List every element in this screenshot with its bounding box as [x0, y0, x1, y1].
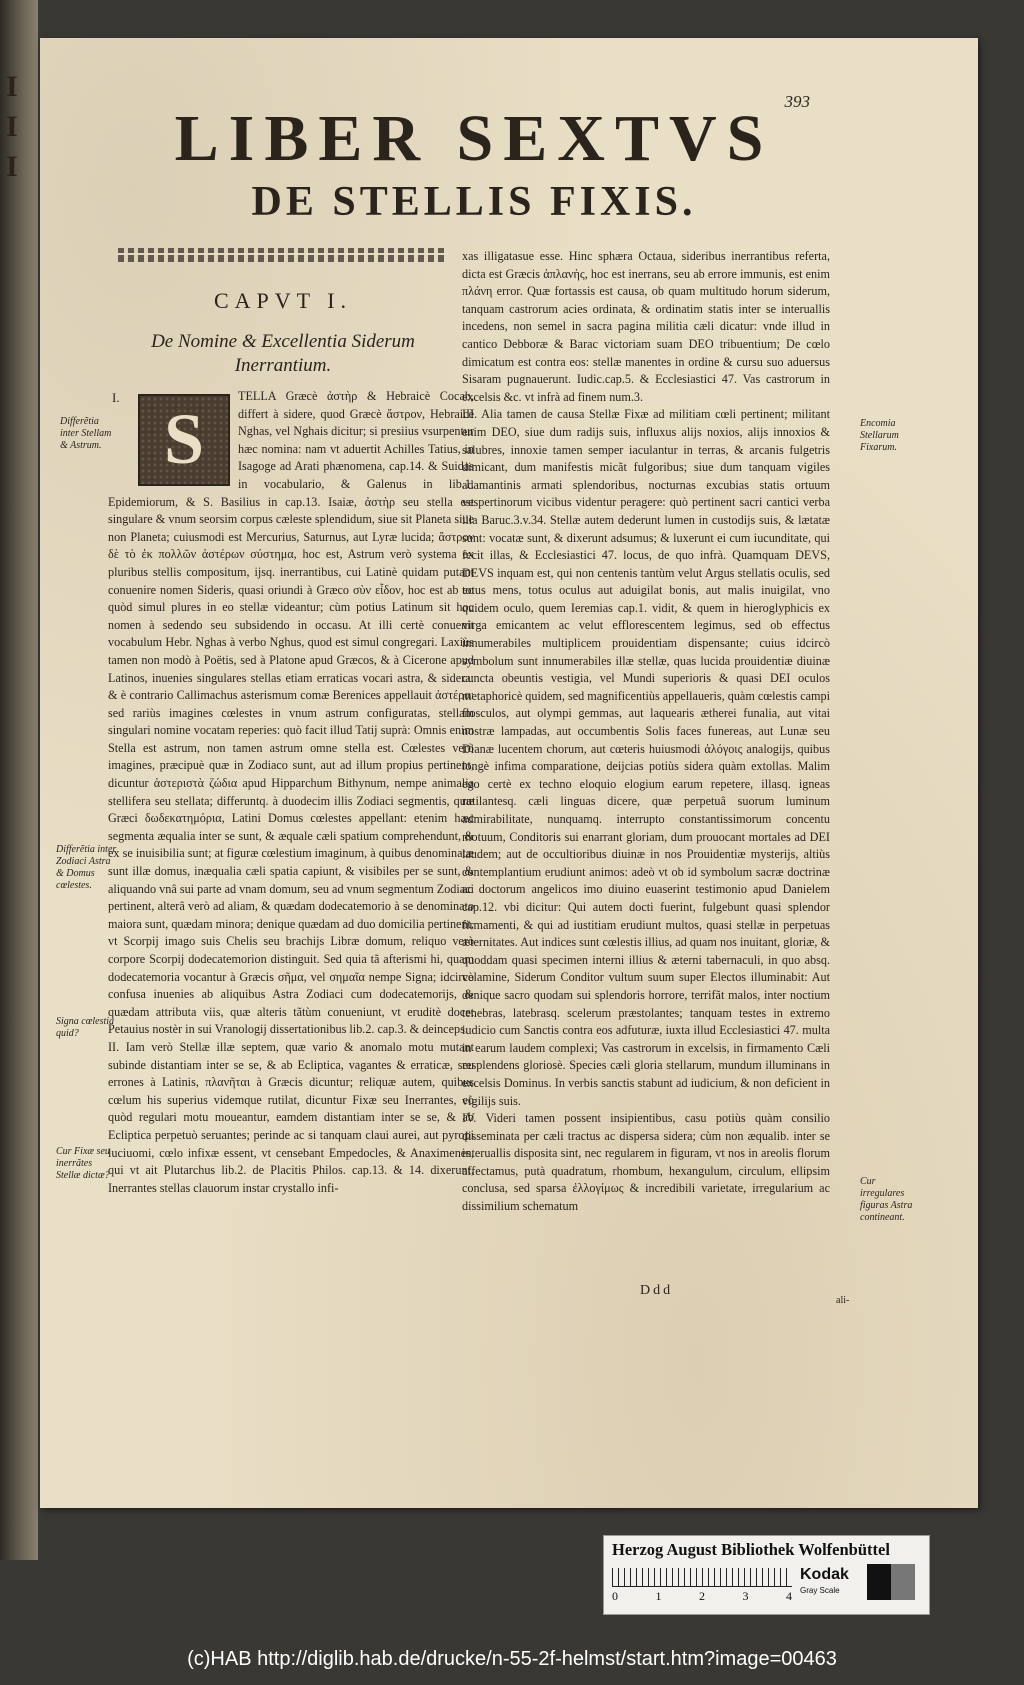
section-number: I. — [112, 390, 120, 405]
paragraph-i: TELLA Græcè ἀστὴρ & Hebraicè Cocab, differt à sidere, quod Græcè ἄστρον, Hebraicè Nghas, vel Nghais dicitur; si presiius vsurpentur hæc nomina: nam vt aduertit Achilles Tatius, in Isagoge ad Arati phænomena, cap.14. & Suidas in vocabulario, & Galenus in lib.1. Epidemiorum, & S. Basilius in cap.13. Isaiæ, ἀστὴρ seu stella est singulare & vnum seorsim corpus cæleste splendidum, siue sit Planeta siue non Planeta; cuiusmodi est Mercurius, Saturnus, aut Lyræ lucida; ἄστρον δὲ τὸ ἐκ πολλῶν ἀστέρων σύστημα, hoc est, Astrum verò systema ex pluribus stellis compositum, ijsq. inerrantibus, cui Latinè quidam putant conuenire nomen Sideris, quasi oriundi à Græco σὺν εἶδον, hoc est ab eo quòd simul plures in eo stellæ videantur; cùm potius Latinum sit hoc nomen à sedendo seu subsidendo in occasu. At illi certè conuenit vocabulum Hebr. Nghas à verbo Nghus, quod est simul congregari. Laxiùs tamen non modò à Poëtis, sed à Platone apud Græcos, & à Cicerone apud Latinos, inuenies singulares stellas etiam erraticas vocari astra, & sidera: & è contrario Callimachus asterismum comæ Berenices appellauit ἀστέρα: sed rariùs imagines cœlestes in vnum astrum configuratas, stellam singulari nomine vocatam reperies: quò facit illud Tatij suprà: Omnis enim Stella est astrum, non tamen astrum omne stella est. Cœlestes verò imagines, præcipuè quæ in Zodiaco sunt, aut ad illum propius pertinent, dicuntur ἀστεριστὰ ζώδια apud Hipparchum Bithynum, nempe animalia stellifera seu stellata; differuntq. à duodecim illis Zodiaci segmentis, quæ Græci δωδεκατημόρια, Latini Domus cœlestes appellant: etenim hæc segmenta æqualia inter se sunt, & æquale cæli spatium comprehendunt, & ex se inuisibilia sunt; at figuræ cœlestium imaginum, à quibus denominatæ sunt illæ domus, inæqualia cæli spatia capiunt, & visibiles per se sunt, & aliquando vnâ sui parte ad vnam domum, seu ad vnum segmentum Zodiaci pertinent, alterâ verò ad aliam, & quædam dodecatemorio à se denominato maiora sunt, quædam minora; denique quædam ad duo domicilia pertinent, vt Scorpij imago suis Chelis seu brachijs Libræ domum, reliquo verò corpore Scorpij dodecatemorion distinguit. Sed quia tã afterismi hi, quam dodecatemoria vocantur à Græcis σῆμα, vel σημαῖα nempe Signa; idcircò confusa inuenies ab aliquibus Astra Zodiaci cum dodecatemorijs, & quædam attributa viis, quæ alteris tãtùm conueniunt, vt eruditè docet Petauius nostèr in sui Vranologij dissertationibus lib.2. cap.3. & deinceps. — [108, 389, 474, 1037]
tick-label: 3 — [742, 1589, 749, 1603]
chapter-title-line: Inerrantium. — [234, 354, 332, 376]
kodak-logo: Kodak — [800, 1566, 849, 1583]
catchword: ali- — [836, 1295, 850, 1306]
book-page — [40, 38, 978, 1508]
tick-label: 1 — [655, 1589, 662, 1603]
margin-note: Differẽtia inter Stellam & Astrum. — [60, 416, 112, 451]
text-column-right — [462, 248, 830, 1216]
margin-note: Differẽtia inter Zodiaci Astra & Domus cœlestes. — [56, 844, 117, 891]
paragraph-continued: xas illigatasue esse. Hinc sphæra Octaua, sideribus inerrantibus referta, dicta est Græcis ἀπλανὴς, hoc est inerrans, seu ab errore immunis, est enim πλάνη error. Quæ fortassis est causa, ob quam multitudo horum siderum, tanquam castrorum acies ordinata, & ordinatim statis inter se interuallis incedens, non semel in sacra pagina militia cæli dicatur: vnde illud in cantico Debboræ & Barac victoriam suam DEO tribuentium; De cœlo dimicatum est contra eos: stellæ manentes in ordine & cursu suo aduersus Sisaram pugnauerunt. Iudic.cap.5. & Ecclesiastici 47. Vas castrorum in excelsis &c. vt infrà ad finem num.3. — [462, 249, 830, 404]
page-number: 393 — [784, 92, 810, 111]
gray-scale-label: Gray Scale — [800, 1586, 840, 1595]
margin-note: Signa cœlestia quid? — [56, 1016, 115, 1039]
tick-label: 2 — [699, 1589, 705, 1603]
paragraph-iii: III. Alia tamen de causa Stellæ Fixæ ad militiam cœli pertinent; militant enim DEO, siue dum radijs suis, influxus alijs noxios, alijs innoxios & salubres, innoxie tamen semper iaculantur in terras, & arcanis fulgetris dimicant, dum manifestis micãt fulgoribus; siue dum tanquam vigiles adamantinis armati splendoribus, nocturnas excubias statis ortuum vespertinorum vicibus videntur peragere: quò pertinent sacri cantici verba illa Baruc.3.v.34. Stellæ autem dederunt lumen in custodijs suis, & lætatæ sunt: vocatæ sunt, & dixerunt adsumus; & luxerunt ei cum iucunditate, qui fecit illas, & Ecclesiastici 47. locus, de quo infrà. Quamquam DEVS, DEVS inquam est, qui non centenis tantùm velut Argus stellatis oculis, sed totus mens, totus oculus aut aduigilat bonis, aut malis inuigilat, vno quidem oculo, quem Ieremias cap.1. vidit, & quem in hieroglyphicis ex virga emicantem ac velut efflorescentem legimus, sed ob effectus innumerabiles multiplicem prouidentiam dispensante; cuius idcircò symbolum sunt innumerabiles illæ stellæ, quas lucida prouidentiæ diuinæ cuncta obeuntis vestigia, vel Mundi superioris & quasi DEI oculos metaphoricè quidem, sed magnificentiùs appellaueris, quàm cœlestis campi flosculos, aut olympi gemmas, aut laquearis ætherei funalia, aut vitai nostræ lampadas, aut occumbentis Solis faces funereas, aut Lunæ seu Dianæ lucentem chorum, aut cœteris huiusmodi ἀλόγοις analogijs, quibus longè infima comparatione, deijcias potiùs sidera quàm extollas. Malim ego certè ex techno eloquio elogium earum repetere, illasq. igneas rutilantesq. cæli linguas dicere, quæ perpetuâ suorum luminum admirabilitate, nunquamq. interrupto constantissimorum concentu motuum, Conditoris sui enarrant gloriam, dum prouocant mortales ad DEI laudem; aut de occultioribus diuinæ in nos Prouidentiæ mysterijs, altiùs contemplantium erudiunt animos: adeò vt ob id symbolum sacræ doctrinæ ac doctorum angelicos imo diuino euaserint testimonio apud Danielem cap.12. vbi dicitur: Qui autem docti fuerint, fulgebunt quasi splendor firmamenti, & qui ad iustitiam erudiunt multos, quasi stellæ in perpetuas æternitates. Aut indices sunt cœlestis illius, ad quam nos inuitant, gloriæ, & quoddam quasi specimen interni illius & æterni tabernaculi, in quo absq. velamine, Siderum Conditor vultum suum super Electos illuminabit: Aut denique sacro quodam sui splendoris horrore, terrifãt malos, inter noctium tenebras, latebrasq. scelerum præstolantes; tanquam testes in extremo iudicio cum Sanctis contra eos adfuturæ, iuxta illud Ecclesiastici 47. multa in earum laudem complexi; Vas castrorum in excelsis, in firmamento Cæli resplendens gloriosè. Species cæli gloria stellarum, mundum illuminans in excelsis Dominus. In verbis sanctis stabunt ad iudicium, & non deficient in vigilijs suis. — [462, 407, 830, 1108]
margin-note: Cur irregulares figuras Astra contineant. — [860, 1176, 913, 1223]
tick-label: 0 — [612, 1589, 618, 1603]
chapter-heading: CAPVT I. — [213, 288, 353, 313]
tick-label: 4 — [786, 1589, 792, 1603]
gray-swatch — [891, 1564, 915, 1600]
edge-letter: I — [6, 110, 18, 143]
black-swatch — [867, 1564, 891, 1600]
library-color-target — [603, 1535, 930, 1615]
margin-note: Cur Fixæ seu inerrãtes Stellæ dictæ? — [56, 1146, 110, 1181]
dropcap-initial: S — [138, 394, 230, 486]
chapter-title — [118, 330, 448, 378]
adjacent-page-edge — [0, 0, 38, 1560]
scale-ruler — [612, 1568, 792, 1587]
copyright-caption: (c)HAB http://diglib.hab.de/drucke/n-55-2f-helmst/start.htm?image=00463 — [187, 1648, 837, 1670]
book-subtitle: DE STELLIS FIXIS. — [251, 179, 697, 225]
paragraph-iv: IV. Videri tamen possent insipientibus, casu potiùs quàm consilio disseminata per cæli tractus ac dispersa sidera; cùm non æqualib. inter se interuallis disposita sint, nec regularem in figuram, vt nos in areolis florum affectamus, putà quadratum, rhombum, hexangulum, circulum, ellipsim conclusa, sed sparsa ἐλλογίμως & incredibili varietate, irregularium ac dissimilium schematum — [462, 1111, 830, 1214]
paragraph-ii: II. Iam verò Stellæ illæ septem, quæ vario & anomalo motu mutant subinde distantiam inter se se, & ab Ecliptica, vagantes & erraticæ, seu errones à Latinis, πλανῆται à Græcis dicuntur; reliquæ autem, quibus cœlum his superius videmque rutilat, dicuntur Fixæ seu Inerrantes, eò quòd regulari motu moueantur, eamdem distantiam inter se se, & ab Ecliptica perpetuò seruantes; perinde ac si tanquam claui aurei, aut pyropi luciuomi, cœlo infixæ essent, vt censebant Empedocles, & Anaximenes, qui vt ait Plutarchus lib.2. de Placitis Philos. cap.13. & 14. dixerunt, Inerrantes stellas clauorum instar crystallo infi- — [108, 1039, 474, 1195]
text-column-left — [108, 388, 474, 1197]
ornament-band — [118, 248, 448, 262]
edge-letter: I — [6, 70, 18, 103]
signature-mark: Ddd — [640, 1283, 674, 1298]
library-name: Herzog August Bibliothek Wolfenbüttel — [612, 1540, 890, 1559]
book-title: LIBER SEXTVS — [174, 102, 774, 175]
chapter-title-line: De Nomine & Excellentia Siderum — [151, 331, 415, 352]
edge-letter: I — [6, 150, 18, 183]
margin-note: Encomia Stellarum Fixarum. — [860, 418, 899, 453]
ruler-ticks — [612, 1589, 792, 1604]
